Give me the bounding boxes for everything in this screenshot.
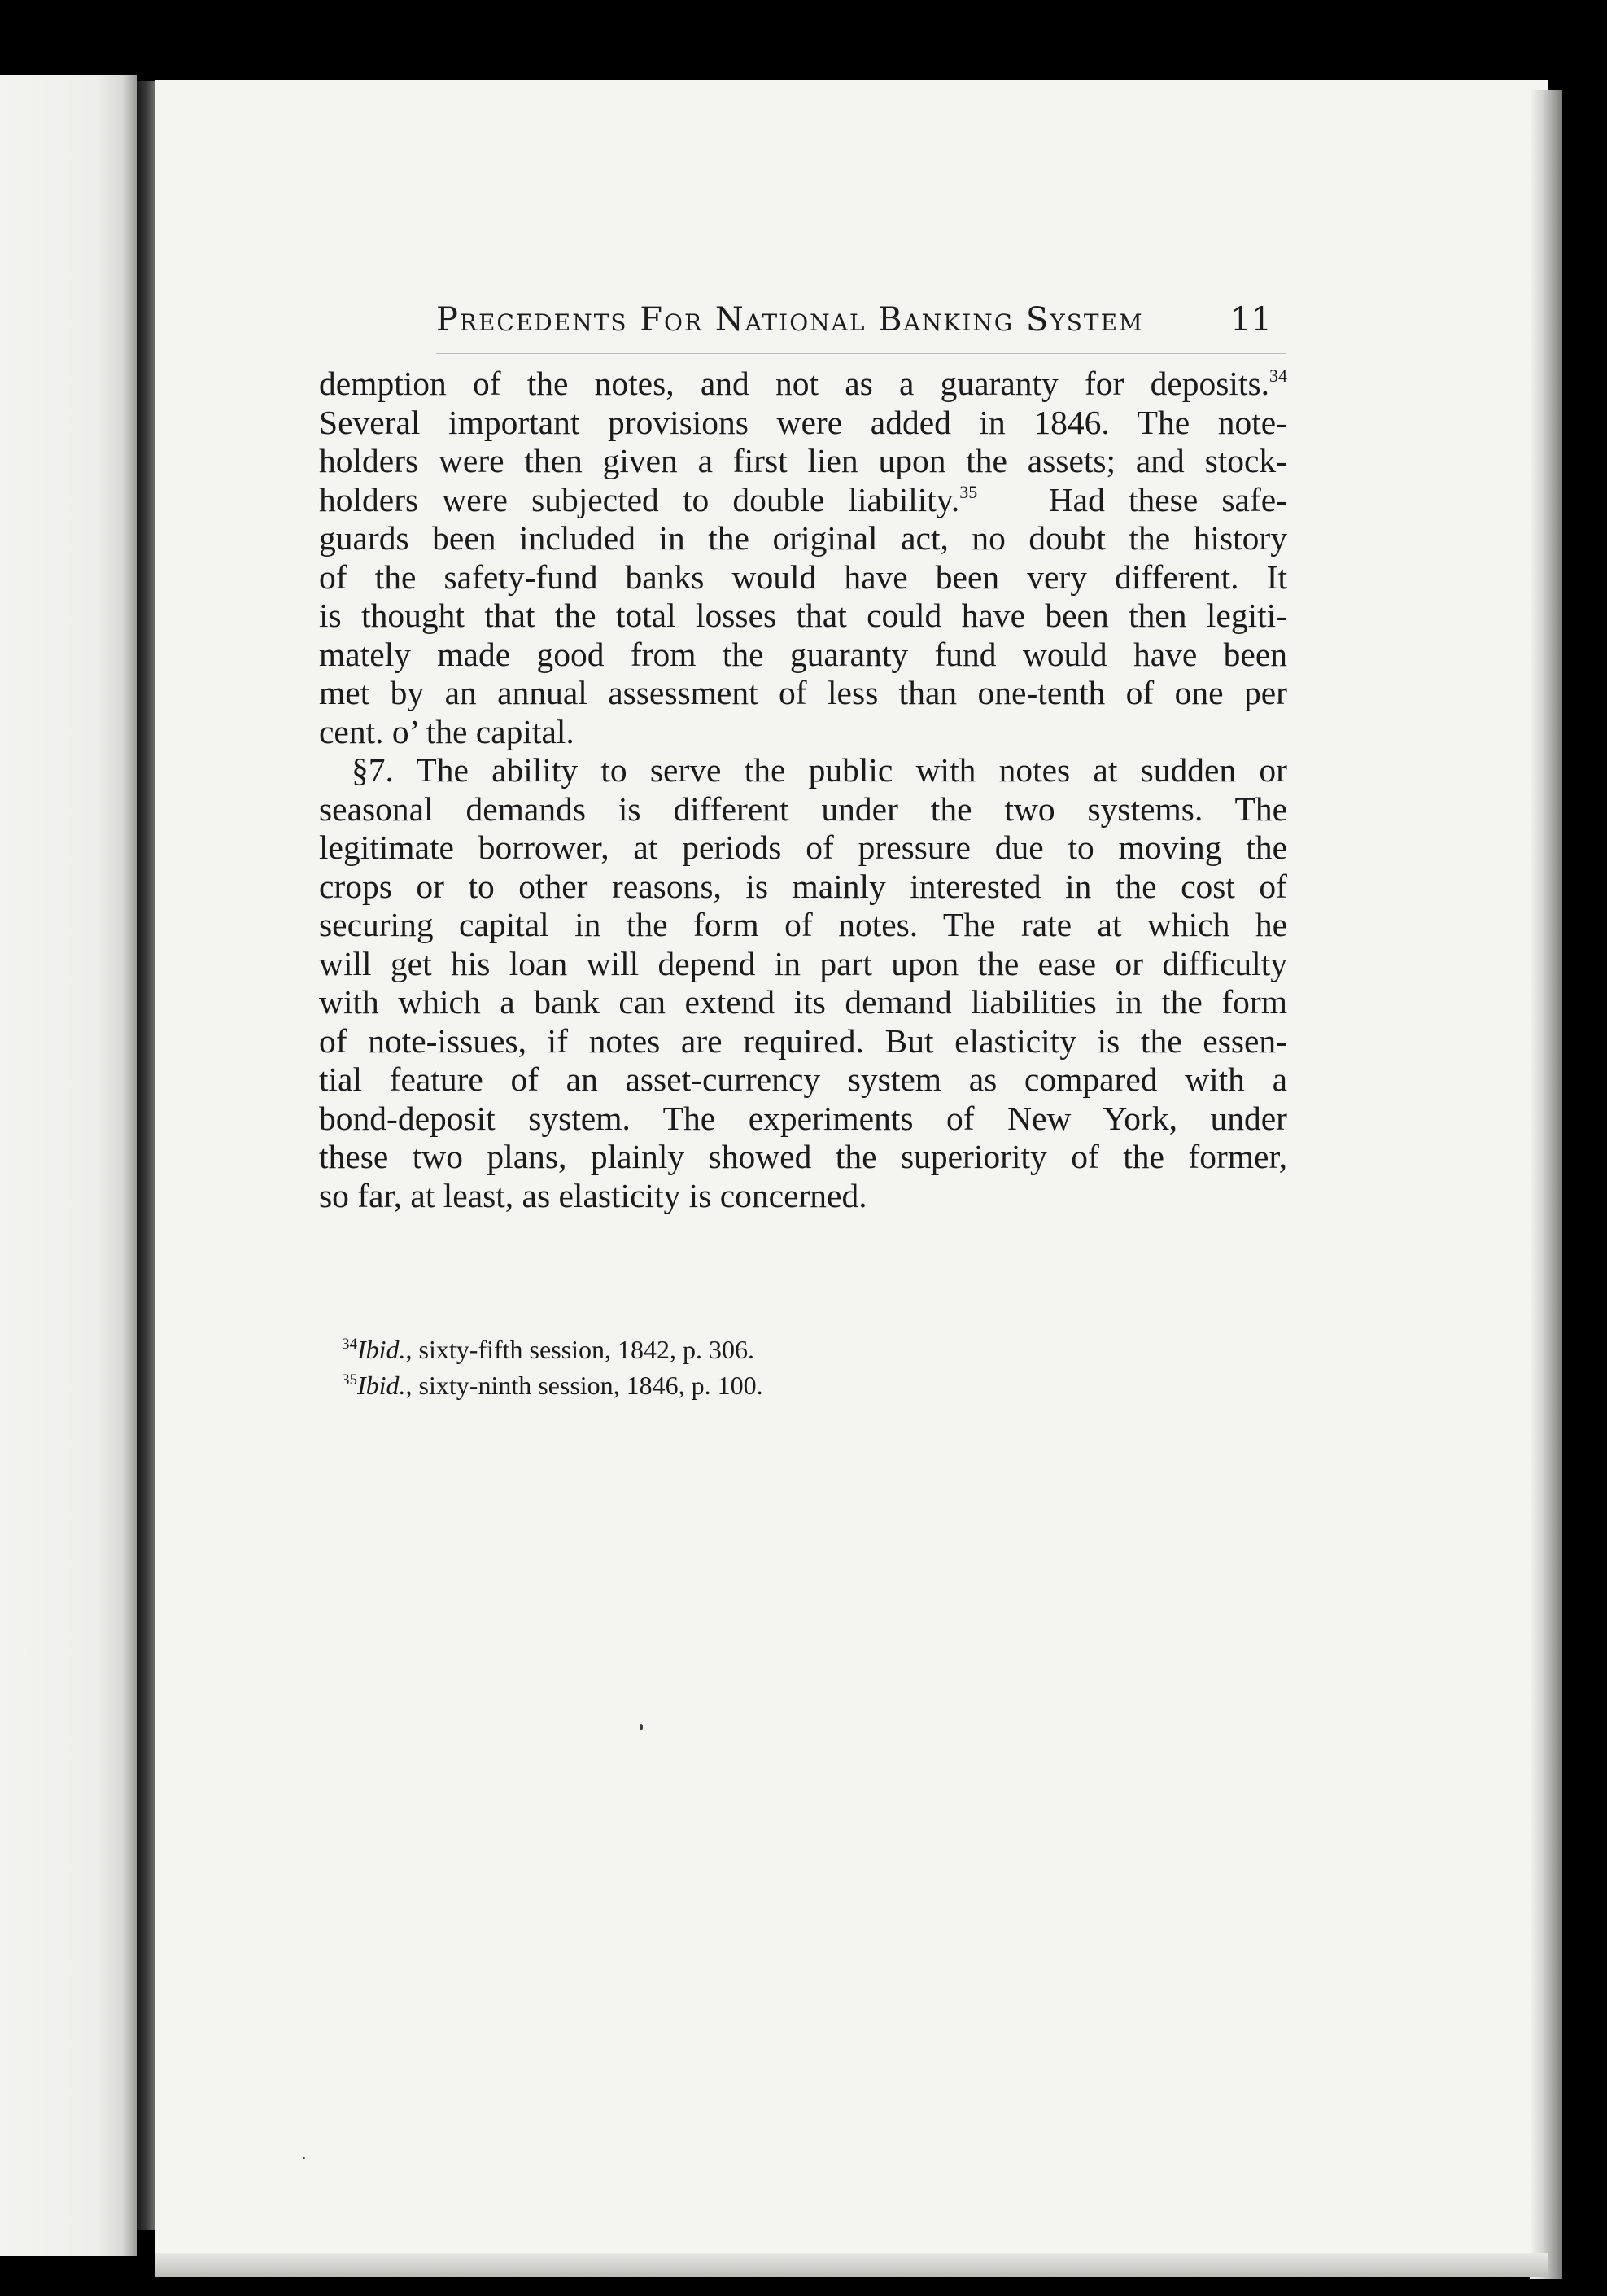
footnote-34 bbox=[342, 1332, 1074, 1367]
text-line: seasonal demands is different under the two systems. The bbox=[319, 789, 1287, 828]
footnote-number: 35 bbox=[342, 1371, 357, 1389]
left-page-margin bbox=[0, 75, 137, 2256]
text-line: guards been included in the original act, no doubt the history bbox=[319, 519, 1287, 557]
footnotes bbox=[342, 1332, 1074, 1403]
text-line: legitimate borrower, at periods of pressure due to moving the bbox=[319, 829, 1287, 866]
scan-speck bbox=[303, 2157, 305, 2159]
footnote-number: 34 bbox=[342, 1336, 357, 1353]
text-line: demption of the notes, and not as a guaranty for deposits.$^{34}$ bbox=[319, 365, 1287, 402]
header-rule bbox=[436, 353, 1286, 354]
text-line: cent. o’ the capital. bbox=[319, 712, 574, 750]
footnote-text: , sixty-fifth session, 1842, p. 306. bbox=[405, 1335, 754, 1364]
scan-speck bbox=[640, 1724, 643, 1730]
page-number: 11 bbox=[1230, 301, 1272, 339]
text-line: tial feature of an asset-currency system as compared with a bbox=[319, 1061, 1287, 1098]
text-line: bond-deposit system. The experiments of New York, under bbox=[319, 1099, 1287, 1137]
footnote-ibid: Ibid. bbox=[357, 1335, 406, 1364]
body-text bbox=[319, 365, 1287, 1215]
page-bottom-shadow bbox=[155, 2253, 1548, 2277]
text-line: Several important provisions were added in 1846. The note- bbox=[319, 403, 1287, 441]
text-line: securing capital in the form of notes. The rate at which he bbox=[319, 906, 1287, 943]
footnote-35 bbox=[342, 1367, 1074, 1403]
text-line: with which a bank can extend its demand liabilities in the form bbox=[319, 983, 1287, 1021]
text-line: met by an annual assessment of less than one-tenth of one per bbox=[319, 674, 1287, 711]
footnote-text: , sixty-ninth session, 1846, p. 100. bbox=[405, 1371, 763, 1400]
text-line: of the safety-fund banks would have been very different. It bbox=[319, 558, 1287, 596]
text-line: holders were subjected to double liability.$^{35}$ Had these safe- bbox=[319, 480, 1287, 518]
text-line: crops or to other reasons, is mainly interested in the cost of bbox=[319, 867, 1287, 905]
footnote-ibid: Ibid. bbox=[357, 1371, 406, 1400]
text-line: holders were then given a first lien upon the assets; and stock- bbox=[319, 442, 1287, 479]
gutter-shadow bbox=[137, 81, 156, 2230]
text-line: of note-issues, if notes are required. But elasticity is the essen- bbox=[319, 1021, 1287, 1060]
text-line: these two plans, plainly showed the superiority of the former, bbox=[319, 1138, 1287, 1175]
text-line: §7. The ability to serve the public with notes at sudden or bbox=[352, 751, 1287, 789]
text-line: is thought that the total losses that could have been then legiti- bbox=[319, 597, 1287, 634]
page-edge-shadow bbox=[1530, 90, 1562, 2279]
footnote-ref: 34 bbox=[1269, 365, 1287, 386]
text-line: will get his loan will depend in part upon the ease or difficulty bbox=[319, 944, 1287, 982]
running-head: Precedents For National Banking System bbox=[436, 301, 1144, 339]
footnote-ref: 35 bbox=[959, 481, 978, 502]
text-line: so far, at least, as elasticity is concerned. bbox=[319, 1176, 867, 1214]
text-line: mately made good from the guaranty fund would have been bbox=[319, 635, 1287, 673]
